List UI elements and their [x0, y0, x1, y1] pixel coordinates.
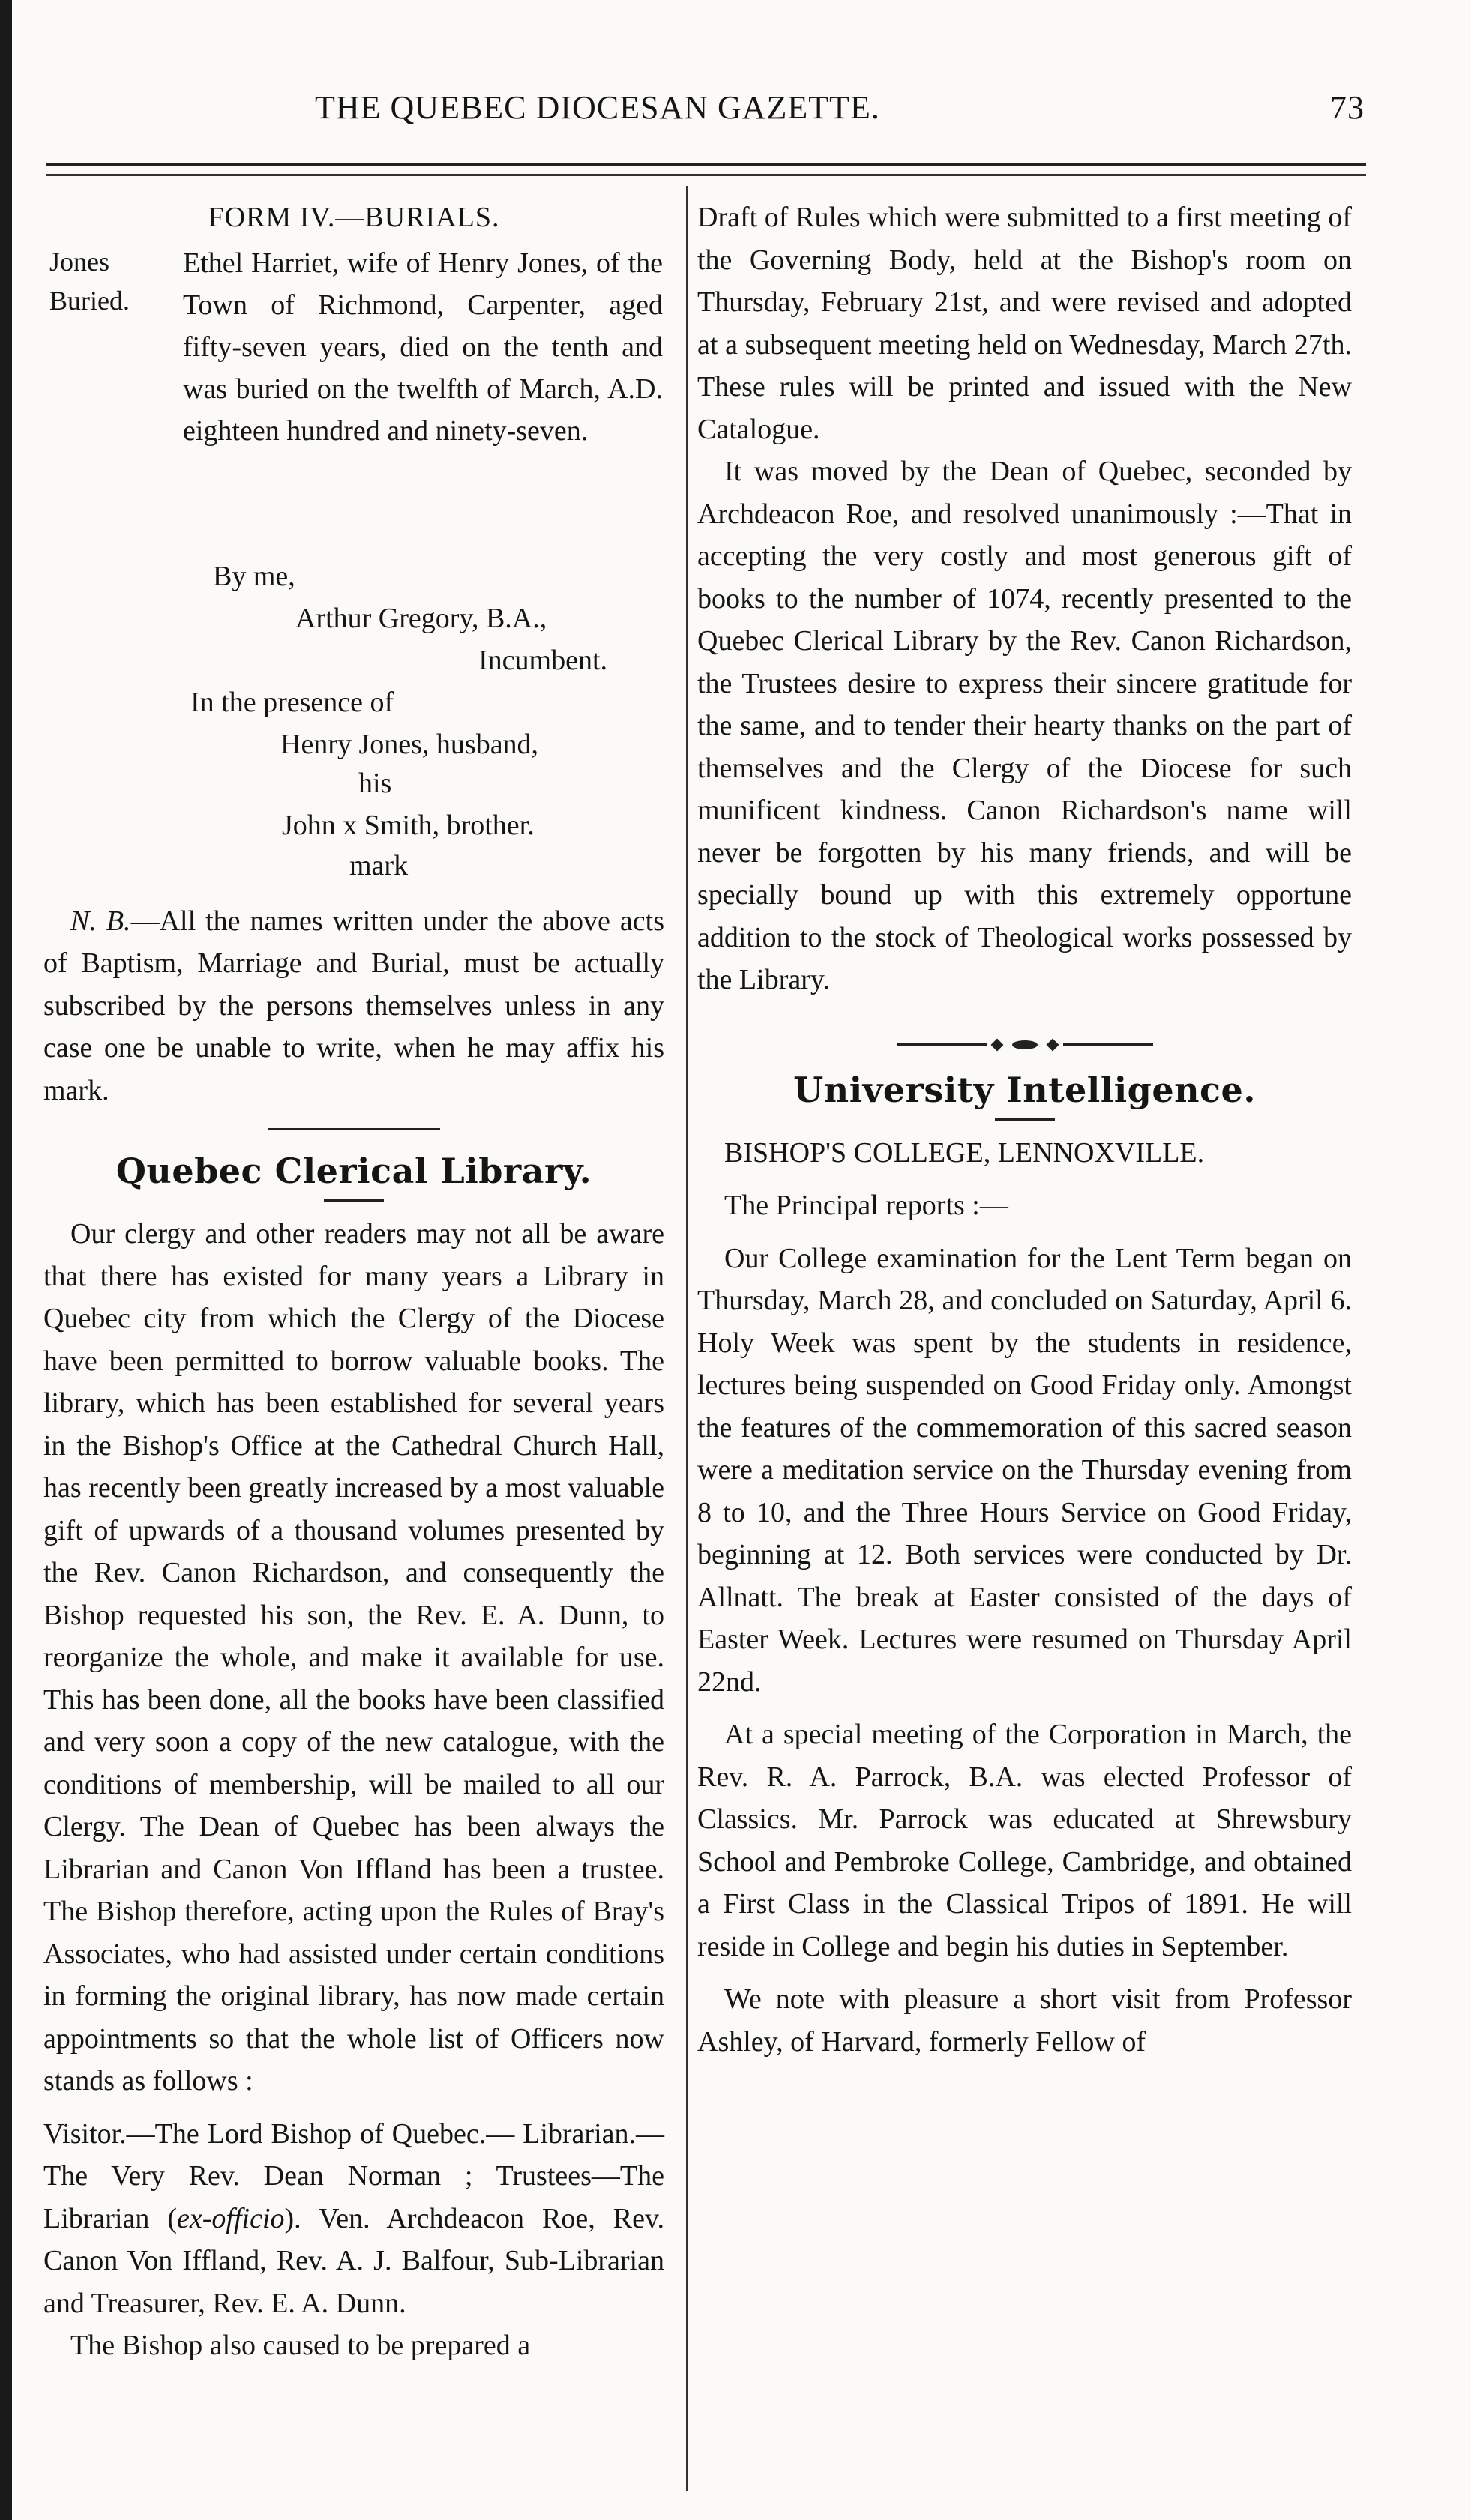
scan-edge [0, 0, 12, 2520]
corporation-paragraph: At a special meeting of the Corporation in March, the Rev. R. A. Parrock, B.A. was elected Professor of Classics. Mr. Parrock was educated at Shrewsbury School and Pembroke College, Cambridge, and obtained a First Class in the Classical Tripos of 1891. He will reside in College and begin his duties in September. [697, 1719, 1352, 1962]
signatures [43, 560, 664, 1013]
section-rule [268, 1128, 440, 1130]
header-rule [46, 163, 1366, 166]
running-title: THE QUEBEC DIOCESAN GAZETTE. [315, 89, 880, 126]
left-column [43, 196, 664, 2367]
officers-text-b: ). Ven. Archdeacon Roe, Rev. Canon Von Iffland, Rev. A. J. Balfour, Sub-Librarian and Treasurer, Rev. E. A. Dunn. [43, 2202, 664, 2319]
witness-one: Henry Jones, husband, [280, 728, 539, 760]
side-label-type: Buried. [49, 285, 130, 316]
nb-text: —All the names written under the above acts of Baptism, Marriage and Burial, must be actually subscribed by the persons themselves unless in any case one be unable to write, when he may affix his mark. [43, 905, 664, 1106]
by-me: By me, [213, 560, 295, 592]
officers-paragraph [43, 2113, 664, 2325]
signer-name: Arthur Gregory, B.A., [295, 602, 547, 634]
library-heading: Quebec Clerical Library. [115, 1151, 592, 1191]
signer-title: Incumbent. [478, 644, 608, 676]
side-label-name: Jones [49, 246, 109, 277]
officers-text-a: Visitor.—The Lord Bishop of Quebec.— Librarian.—The Very Rev. Dean Norman ; Trustees—The Librarian ( [43, 2117, 664, 2234]
bishop-line: The Bishop also caused to be prepared a [70, 2330, 531, 2361]
form-title: FORM IV.—BURIALS. [208, 202, 500, 233]
ex-officio: ex-officio [177, 2202, 285, 2234]
page-header [45, 88, 1365, 141]
nb-label: N. B. [70, 905, 131, 937]
burial-entry: Ethel Harriet, wife of Henry Jones, of the Town of Richmond, Carpenter, aged fifty-seven years, died on the tenth and was buried on the twelfth of March, A.D. eighteen hundred and ninety-seven. [183, 247, 663, 447]
university-heading: University Intelligence. [793, 1069, 1256, 1110]
mark-label: mark [349, 849, 409, 881]
library-paragraph: Our clergy and other readers may not all be aware that there has existed for many years a Library in Quebec city from which the Clergy of the Diocese have been permitted to borrow valuable books. The library, which has been established for several years in the Bishop's Office at the Cathedral Church Hall, has recently been greatly increased by a most valuable gift of upwards of a thousand volumes presented by the Rev. Canon Richardson, and consequently the Bishop requested his son, the Rev. E. A. Dunn, to reorganize the whole, and make it available for use. This has been done, all the books have been classified and very soon a copy of the new catalogue, with the conditions of membership, will be mailed to all our Clergy. The Dean of Quebec has been always the Librarian and Canon Von Iffland has been a trustee. The Bishop therefore, acting upon the Rules of Bray's Associates, who had assisted under certain conditions in forming the original library, has now made certain appointments so that the whole list of Officers now stands as follows : [43, 1218, 664, 2097]
his-label: his [358, 767, 392, 799]
page-number: 73 [1330, 89, 1365, 126]
heading-underline-right [995, 1118, 1055, 1121]
reports-line: The Principal reports :— [724, 1190, 1008, 1221]
rules-paragraph: Draft of Rules which were submitted to a first meeting of the Governing Body, held at the Bishop's room on Thursday, February 21st, and were revised and adopted at a subsequent meeting held on Wednesday, March 27th. These rules will be printed and issued with the New Catalogue. [697, 202, 1352, 445]
burial-side-label [49, 242, 177, 320]
presence-line: In the presence of [190, 686, 394, 718]
column-divider [686, 186, 688, 2491]
header-rule-secondary [46, 174, 1366, 176]
witness-two: John x Smith, brother. [282, 809, 535, 841]
right-column [697, 196, 1352, 2063]
college-line: BISHOP'S COLLEGE, LENNOXVILLE. [724, 1136, 1205, 1169]
examination-paragraph: Our College examination for the Lent Term began on Thursday, March 28, and concluded on Saturday, April 6. Holy Week was spent by the students in residence, lectures being suspended on Good Friday only. Amongst the features of the commemoration of this sacred season were a meditation service on the Thursday evening from 8 to 10, and the Three Hours Service on Good Friday, beginning at 12. Both services were conducted by Dr. Allnatt. The break at Easter consisted of the days of Easter Week. Lectures were resumed on Thursday April 22nd. [697, 1242, 1352, 1698]
ornament-divider [697, 1022, 1352, 1052]
resolution-paragraph: It was moved by the Dean of Quebec, seconded by Archdeacon Roe, and resolved unanimously :—That in accepting the very costly and most generous gift of books to the number of 1074, recently presented to the Quebec Clerical Library by the Rev. Canon Richardson, the Trustees desire to express their sincere gratitude for the same, and to tender their hearty thanks on the part of themselves and the Clergy of the Diocese for such munificent kindness. Canon Richardson's name will never be forgotten by his many friends, and will be specially bound up with this extremely opportune addition to the stock of Theological works possessed by the Library. [697, 456, 1352, 995]
visit-paragraph: We note with pleasure a short visit from Professor Ashley, of Harvard, formerly Fellow of [697, 1983, 1352, 2058]
heading-underline [324, 1199, 384, 1202]
